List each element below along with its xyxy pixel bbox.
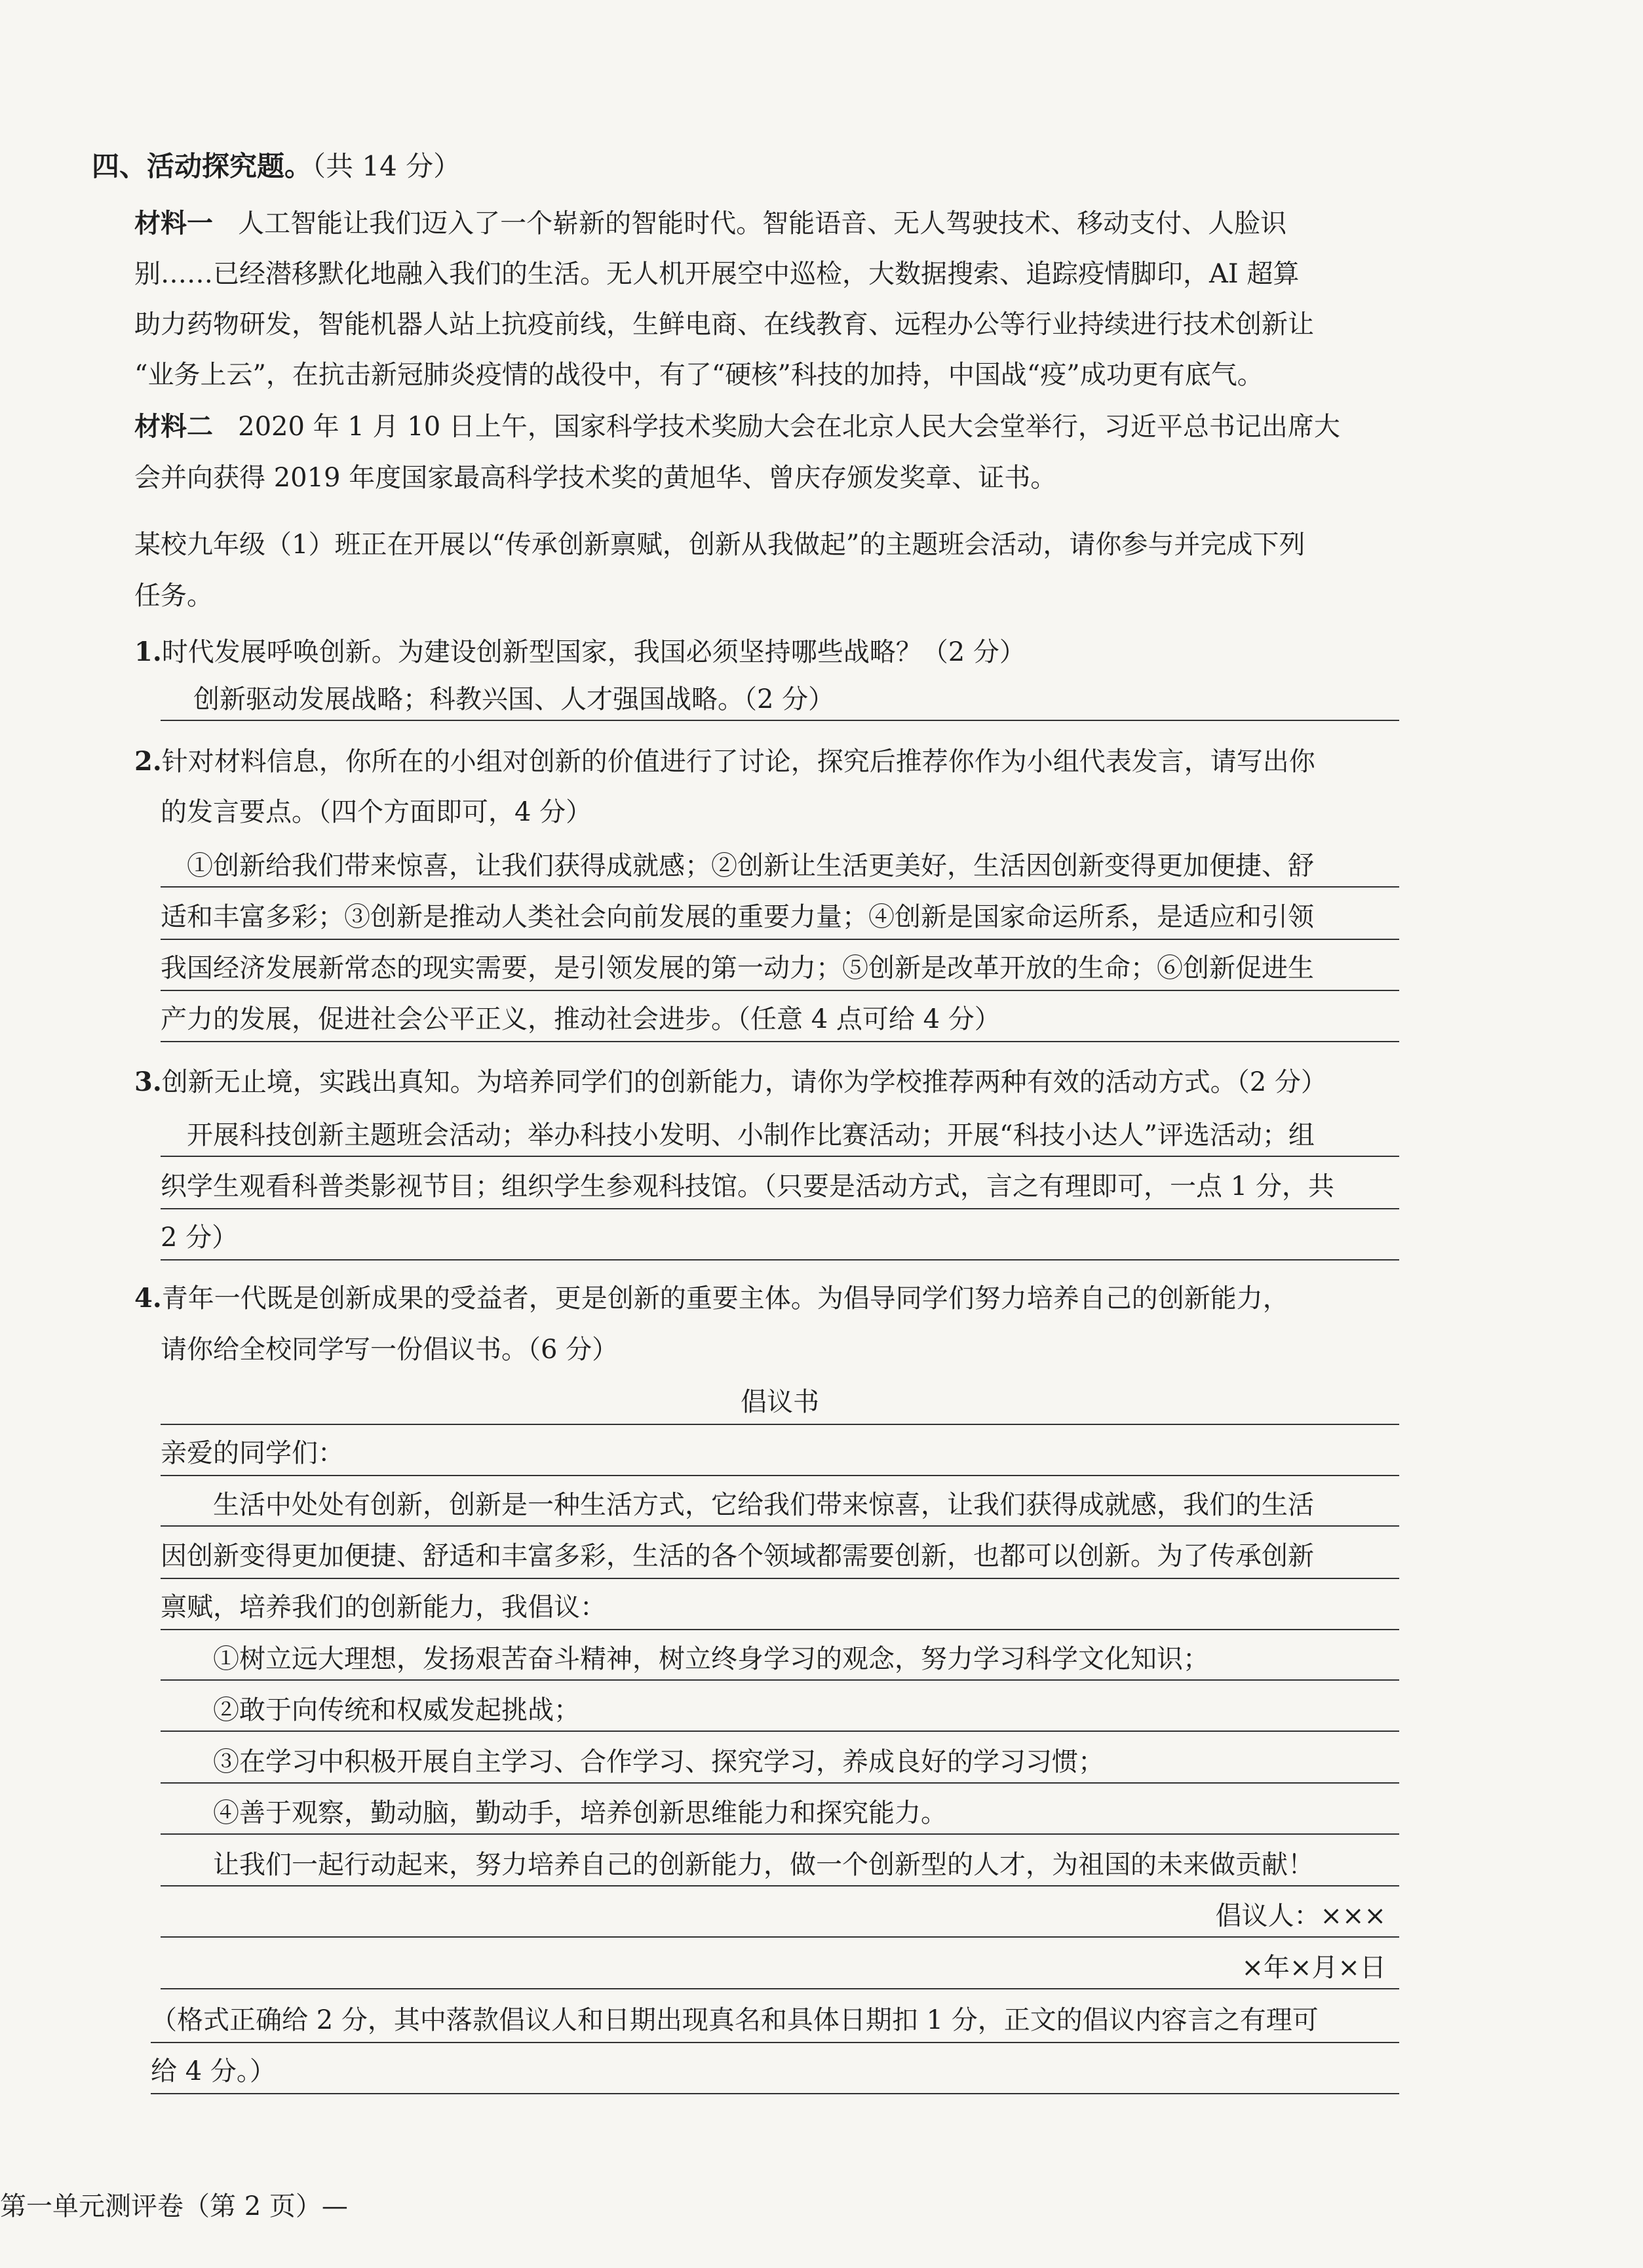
- question-4-line-1: 4.青年一代既是创新成果的受益者，更是创新的重要主体。为倡导同学们努力培养自己的创新能力，: [134, 1283, 1289, 1314]
- question-2-line-2: 的发言要点。（四个方面即可，4 分）: [161, 797, 592, 827]
- letter-body-line-2: 因创新变得更加便捷、舒适和丰富多彩，生活的各个领域都需要创新，也都可以创新。为了传承创新: [161, 1537, 1399, 1579]
- material-one-line-2: 别……已经潜移默化地融入我们的生活。无人机开展空中巡检，大数据搜索、追踪疫情脚印，AI 超算: [134, 259, 1300, 289]
- question-3: 3.创新无止境，实践出真知。为培养同学们的创新能力，请你为学校推荐两种有效的活动方式。（2 分）: [134, 1066, 1327, 1097]
- question-3-answer-line-2: 织学生观看科普类影视节目；组织学生参观科技馆。（只要是活动方式，言之有理即可，一点 1 分，共: [161, 1167, 1399, 1209]
- question-2-answer-line-1: ①创新给我们带来惊喜，让我们获得成就感；②创新让生活更美好，生活因创新变得更加便捷、舒: [161, 847, 1399, 888]
- letter-date: ×年×月×日: [161, 1949, 1399, 1989]
- question-3-number: 3.: [134, 1066, 162, 1097]
- grading-note-line-2: 给 4 分。）: [151, 2052, 1399, 2094]
- material-one-line-1: 材料一 人工智能让我们迈入了一个崭新的智能时代。智能语音、无人驾驶技术、移动支付、人脸识: [134, 208, 1287, 239]
- question-2-answer-line-4: 产力的发展，促进社会公平正义，推动社会进步。（任意 4 点可给 4 分）: [161, 1000, 1399, 1042]
- letter-salutation: 亲爱的同学们：: [161, 1434, 1399, 1476]
- section-points: （共 14 分）: [312, 150, 461, 182]
- letter-body-line-1: 生活中处处有创新，创新是一种生活方式，它给我们带来惊喜，让我们获得成就感，我们的生活: [161, 1486, 1399, 1527]
- question-1: 1.时代发展呼唤创新。为建设创新型国家，我国必须坚持哪些战略？（2 分）: [134, 636, 1026, 667]
- question-2-answer-line-3: 我国经济发展新常态的现实需要，是引领发展的第一动力；⑤创新是改革开放的生命；⑥创新促进生: [161, 949, 1399, 991]
- material-one-line-4: “业务上云”，在抗击新冠肺炎疫情的战役中，有了“硬核”科技的加持，中国战“疫”成功更有底气。: [134, 360, 1264, 390]
- question-2-line-1: 2.针对材料信息，你所在的小组对创新的价值进行了讨论，探究后推荐你作为小组代表发言，请写出你: [134, 746, 1315, 777]
- material-one-label: 材料一: [134, 208, 213, 239]
- letter-signer: 倡议人：×××: [161, 1897, 1399, 1938]
- question-4-number: 4.: [134, 1283, 162, 1314]
- question-3-answer-line-3: 2 分）: [161, 1219, 1399, 1261]
- question-1-answer: 创新驱动发展战略；科教兴国、人才强国战略。（2 分）: [161, 680, 1399, 721]
- question-1-number: 1.: [134, 636, 162, 667]
- intro-line-1: 某校九年级（1）班正在开展以“传承创新禀赋，创新从我做起”的主题班会活动，请你参与并完成下列: [134, 530, 1305, 560]
- intro-line-2: 任务。: [134, 581, 213, 611]
- letter-item-4: ④善于观察，勤动脑，勤动手，培养创新思维能力和探究能力。: [161, 1794, 1399, 1835]
- letter-item-3: ③在学习中积极开展自主学习、合作学习、探究学习，养成良好的学习习惯；: [161, 1743, 1399, 1784]
- question-2-answer-line-2: 适和丰富多彩；③创新是推动人类社会向前发展的重要力量；④创新是国家命运所系，是适应和引领: [161, 898, 1399, 940]
- question-3-answer-line-1: 开展科技创新主题班会活动；举办科技小发明、小制作比赛活动；开展“科技小达人”评选活动；组: [161, 1116, 1399, 1157]
- question-2-number: 2.: [134, 746, 162, 777]
- letter-title: 倡议书: [161, 1383, 1399, 1425]
- material-one-line-3: 助力药物研发，智能机器人站上抗疫前线，生鲜电商、在线教育、远程办公等行业持续进行技术创新让: [134, 309, 1314, 340]
- grading-note-line-1: （格式正确给 2 分，其中落款倡议人和日期出现真名和具体日期扣 1 分，正文的倡议内容言之有理可: [151, 2001, 1399, 2043]
- letter-closing: 让我们一起行动起来，努力培养自己的创新能力，做一个创新型的人才，为祖国的未来做贡献！: [161, 1846, 1399, 1887]
- material-two-label: 材料二: [134, 411, 213, 442]
- question-4-line-2: 请你给全校同学写一份倡议书。（6 分）: [161, 1335, 619, 1365]
- material-two-line-2: 会并向获得 2019 年度国家最高科学技术奖的黄旭华、曾庆存颁发奖章、证书。: [134, 463, 1057, 493]
- page-footer: 第一单元测评卷（第 2 页）—: [0, 2191, 348, 2221]
- letter-item-1: ①树立远大理想，发扬艰苦奋斗精神，树立终身学习的观念，努力学习科学文化知识；: [161, 1640, 1399, 1681]
- material-two-line-1: 材料二 2020 年 1 月 10 日上午，国家科学技术奖励大会在北京人民大会堂举行，习近平总书记出席大: [134, 411, 1340, 442]
- section-title: 四、活动探究题。: [92, 150, 313, 182]
- section-heading: [92, 147, 461, 188]
- letter-body-line-3: 禀赋，培养我们的创新能力，我倡议：: [161, 1588, 1399, 1630]
- letter-item-2: ②敢于向传统和权威发起挑战；: [161, 1691, 1399, 1732]
